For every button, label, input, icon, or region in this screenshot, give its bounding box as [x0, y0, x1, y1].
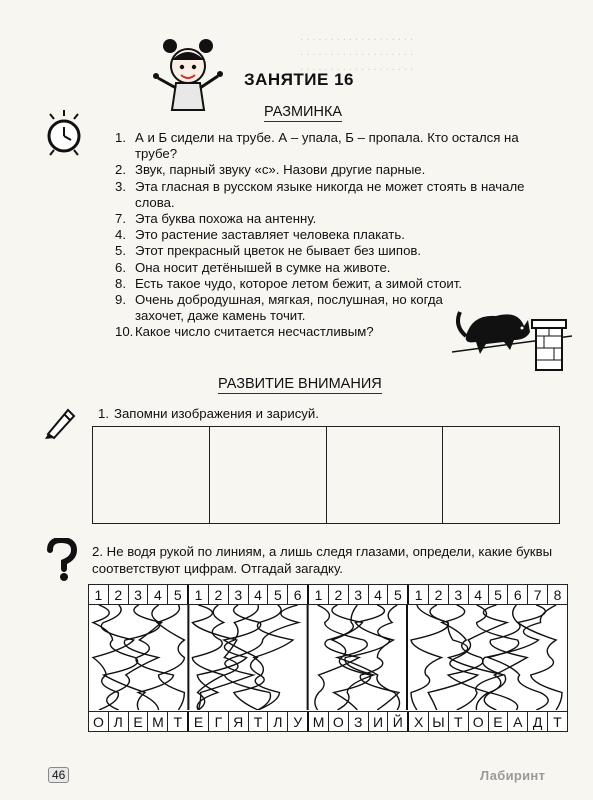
- maze-letter-cell: Т: [249, 712, 269, 731]
- attention-heading: РАЗВИТИЕ ВНИМАНИЯ: [218, 376, 382, 392]
- maze-number-cell: 8: [553, 587, 562, 603]
- maze-number-cell: 5: [388, 585, 409, 604]
- maze-letter-cell: З: [349, 712, 369, 731]
- maze-letter-cell: Е: [129, 712, 149, 731]
- maze-number-cell: 1: [409, 585, 429, 604]
- question-item: [115, 227, 557, 243]
- maze-line: [417, 605, 518, 710]
- maze-letter-cell: Г: [209, 712, 229, 731]
- question-item: [115, 130, 557, 162]
- maze-number-cell: 6: [508, 585, 528, 604]
- maze-letter-cell: О: [329, 712, 349, 731]
- question-number: 2.: [115, 162, 126, 178]
- maze-letter-cell: И: [369, 712, 389, 731]
- bleed-through-text: . . . . . . . . . . . . . . . . . . . . . . . . . . . . . . . . . . . . . . . . . . . . . . . . . . . . . . . . .: [300, 31, 414, 73]
- maze-letter-cell: Д: [528, 712, 548, 731]
- question-text: Есть такое чудо, которое летом бежит, а зимой стоит.: [135, 275, 463, 291]
- question-item: [115, 162, 557, 178]
- question-text: Очень добродушная, мягкая, послушная, но когда захочет, даже камень точит.: [135, 292, 443, 324]
- maze-number-cell: 4: [249, 585, 269, 604]
- watermark-logo: Лабиринт: [480, 768, 546, 783]
- drawing-box[interactable]: [93, 427, 210, 523]
- question-number: 7.: [115, 211, 126, 227]
- maze-letter-cell: Я: [229, 712, 249, 731]
- question-number: 5.: [115, 243, 126, 259]
- maze-number-cell: 1: [189, 585, 209, 604]
- question-text: Эта буква похожа на антенну.: [135, 211, 317, 227]
- maze-line: [197, 605, 258, 710]
- maze-line: [457, 605, 556, 710]
- task-text: Не водя рукой по линиям, а лишь следя глазами, определи, какие буквы соответствуют цифрам. Отгадай загадку.: [92, 544, 553, 576]
- maze-letter-cell: У: [288, 712, 309, 731]
- maze-line: [157, 605, 184, 710]
- maze-line: [254, 605, 293, 710]
- question-number: 1.: [115, 130, 126, 145]
- maze-number-cell: 5: [168, 585, 189, 604]
- girl-mascot-icon: [148, 36, 228, 116]
- maze-line: [134, 605, 174, 710]
- task-2: [92, 544, 562, 577]
- maze-line: [337, 605, 397, 710]
- maze-number-cell: 5: [268, 585, 288, 604]
- drawing-box[interactable]: [210, 427, 327, 523]
- question-mark-icon: [44, 538, 78, 582]
- drawing-box[interactable]: [327, 427, 444, 523]
- drawing-boxes: [92, 426, 560, 524]
- maze-number-cell: 4: [469, 585, 489, 604]
- maze-number-cell: 1: [89, 585, 109, 604]
- drawing-box[interactable]: [443, 427, 559, 523]
- maze-letter-cell: Л: [268, 712, 288, 731]
- maze-number-cell: 2: [109, 585, 129, 604]
- maze-letter-row: [89, 711, 567, 731]
- maze-number-cell: 1: [309, 585, 329, 604]
- maze-letter-cell: О: [89, 712, 109, 731]
- task-number: 1.: [98, 406, 109, 421]
- question-item: [115, 243, 557, 259]
- maze-letter-cell: Т: [168, 712, 189, 731]
- question-text: Эта гласная в русском языке никогда не может стоять в начале слова.: [135, 178, 525, 210]
- question-text: Она носит детёнышей в сумке на животе.: [135, 259, 391, 275]
- pencil-icon: [42, 404, 78, 440]
- maze-number-row: [89, 585, 567, 605]
- question-item: [115, 276, 557, 292]
- question-item: [115, 179, 557, 211]
- question-number: 3.: [115, 178, 126, 194]
- maze-letter-cell: Е: [489, 712, 509, 731]
- alarm-clock-icon: [42, 108, 86, 156]
- question-text: Звук, парный звуку «с». Назови другие парные.: [135, 162, 426, 178]
- question-text: Какое число считается несчастливым?: [135, 324, 374, 340]
- lesson-title: ЗАНЯТИЕ 16: [244, 70, 354, 89]
- maze-lines: [89, 605, 566, 710]
- maze-number-cell: 7: [528, 585, 548, 604]
- maze-number-cell: 3: [129, 585, 149, 604]
- maze-line: [355, 605, 399, 710]
- maze-letter-cell: М: [148, 712, 168, 731]
- question-number: 10.: [115, 324, 134, 340]
- maze-number-cell: 3: [229, 585, 249, 604]
- task-1: [92, 406, 319, 421]
- question-item: [115, 260, 557, 276]
- maze-letter-cell: Е: [189, 712, 209, 731]
- question-text: А и Б сидели на трубе. А – упала, Б – пропала. Кто остался на трубе?: [135, 130, 519, 162]
- warmup-heading: РАЗМИНКА: [264, 104, 343, 120]
- maze-number-cell: 2: [209, 585, 229, 604]
- task-text: Запомни изображения и зарисуй.: [114, 406, 319, 421]
- maze-letter-cell: Л: [109, 712, 129, 731]
- question-text: Этот прекрасный цветок не бывает без шипов.: [135, 243, 422, 259]
- maze-letter-cell: О: [469, 712, 489, 731]
- page-number: 46: [48, 767, 69, 783]
- black-cat-on-chimney-icon: [452, 296, 572, 376]
- maze-number-cell: 5: [489, 585, 509, 604]
- maze-letter-cell: А: [508, 712, 528, 731]
- maze-number-cell: 6: [288, 585, 309, 604]
- maze-number-cell: 4: [369, 585, 389, 604]
- maze-number-cell: 2: [329, 585, 349, 604]
- task-number: 2.: [92, 544, 103, 559]
- maze-letter-cell: Ы: [429, 712, 449, 731]
- maze-letter-cell: Й: [388, 712, 409, 731]
- maze-number-cell: 4: [148, 585, 168, 604]
- question-number: 9.: [115, 292, 126, 308]
- maze-number-cell: 3: [449, 585, 469, 604]
- question-text: Это растение заставляет человека плакать.: [135, 227, 405, 243]
- line-maze-puzzle: [88, 584, 568, 732]
- question-number: 4.: [115, 227, 126, 243]
- maze-letter-cell: Т: [553, 714, 562, 730]
- maze-letter-cell: Х: [409, 712, 429, 731]
- maze-number-cell: 3: [349, 585, 369, 604]
- maze-number-cell: 2: [429, 585, 449, 604]
- question-item: [115, 211, 557, 227]
- question-item: [115, 292, 455, 324]
- question-number: 8.: [115, 275, 126, 291]
- maze-letter-cell: Т: [449, 712, 469, 731]
- question-number: 6.: [115, 259, 126, 275]
- maze-letter-cell: М: [309, 712, 329, 731]
